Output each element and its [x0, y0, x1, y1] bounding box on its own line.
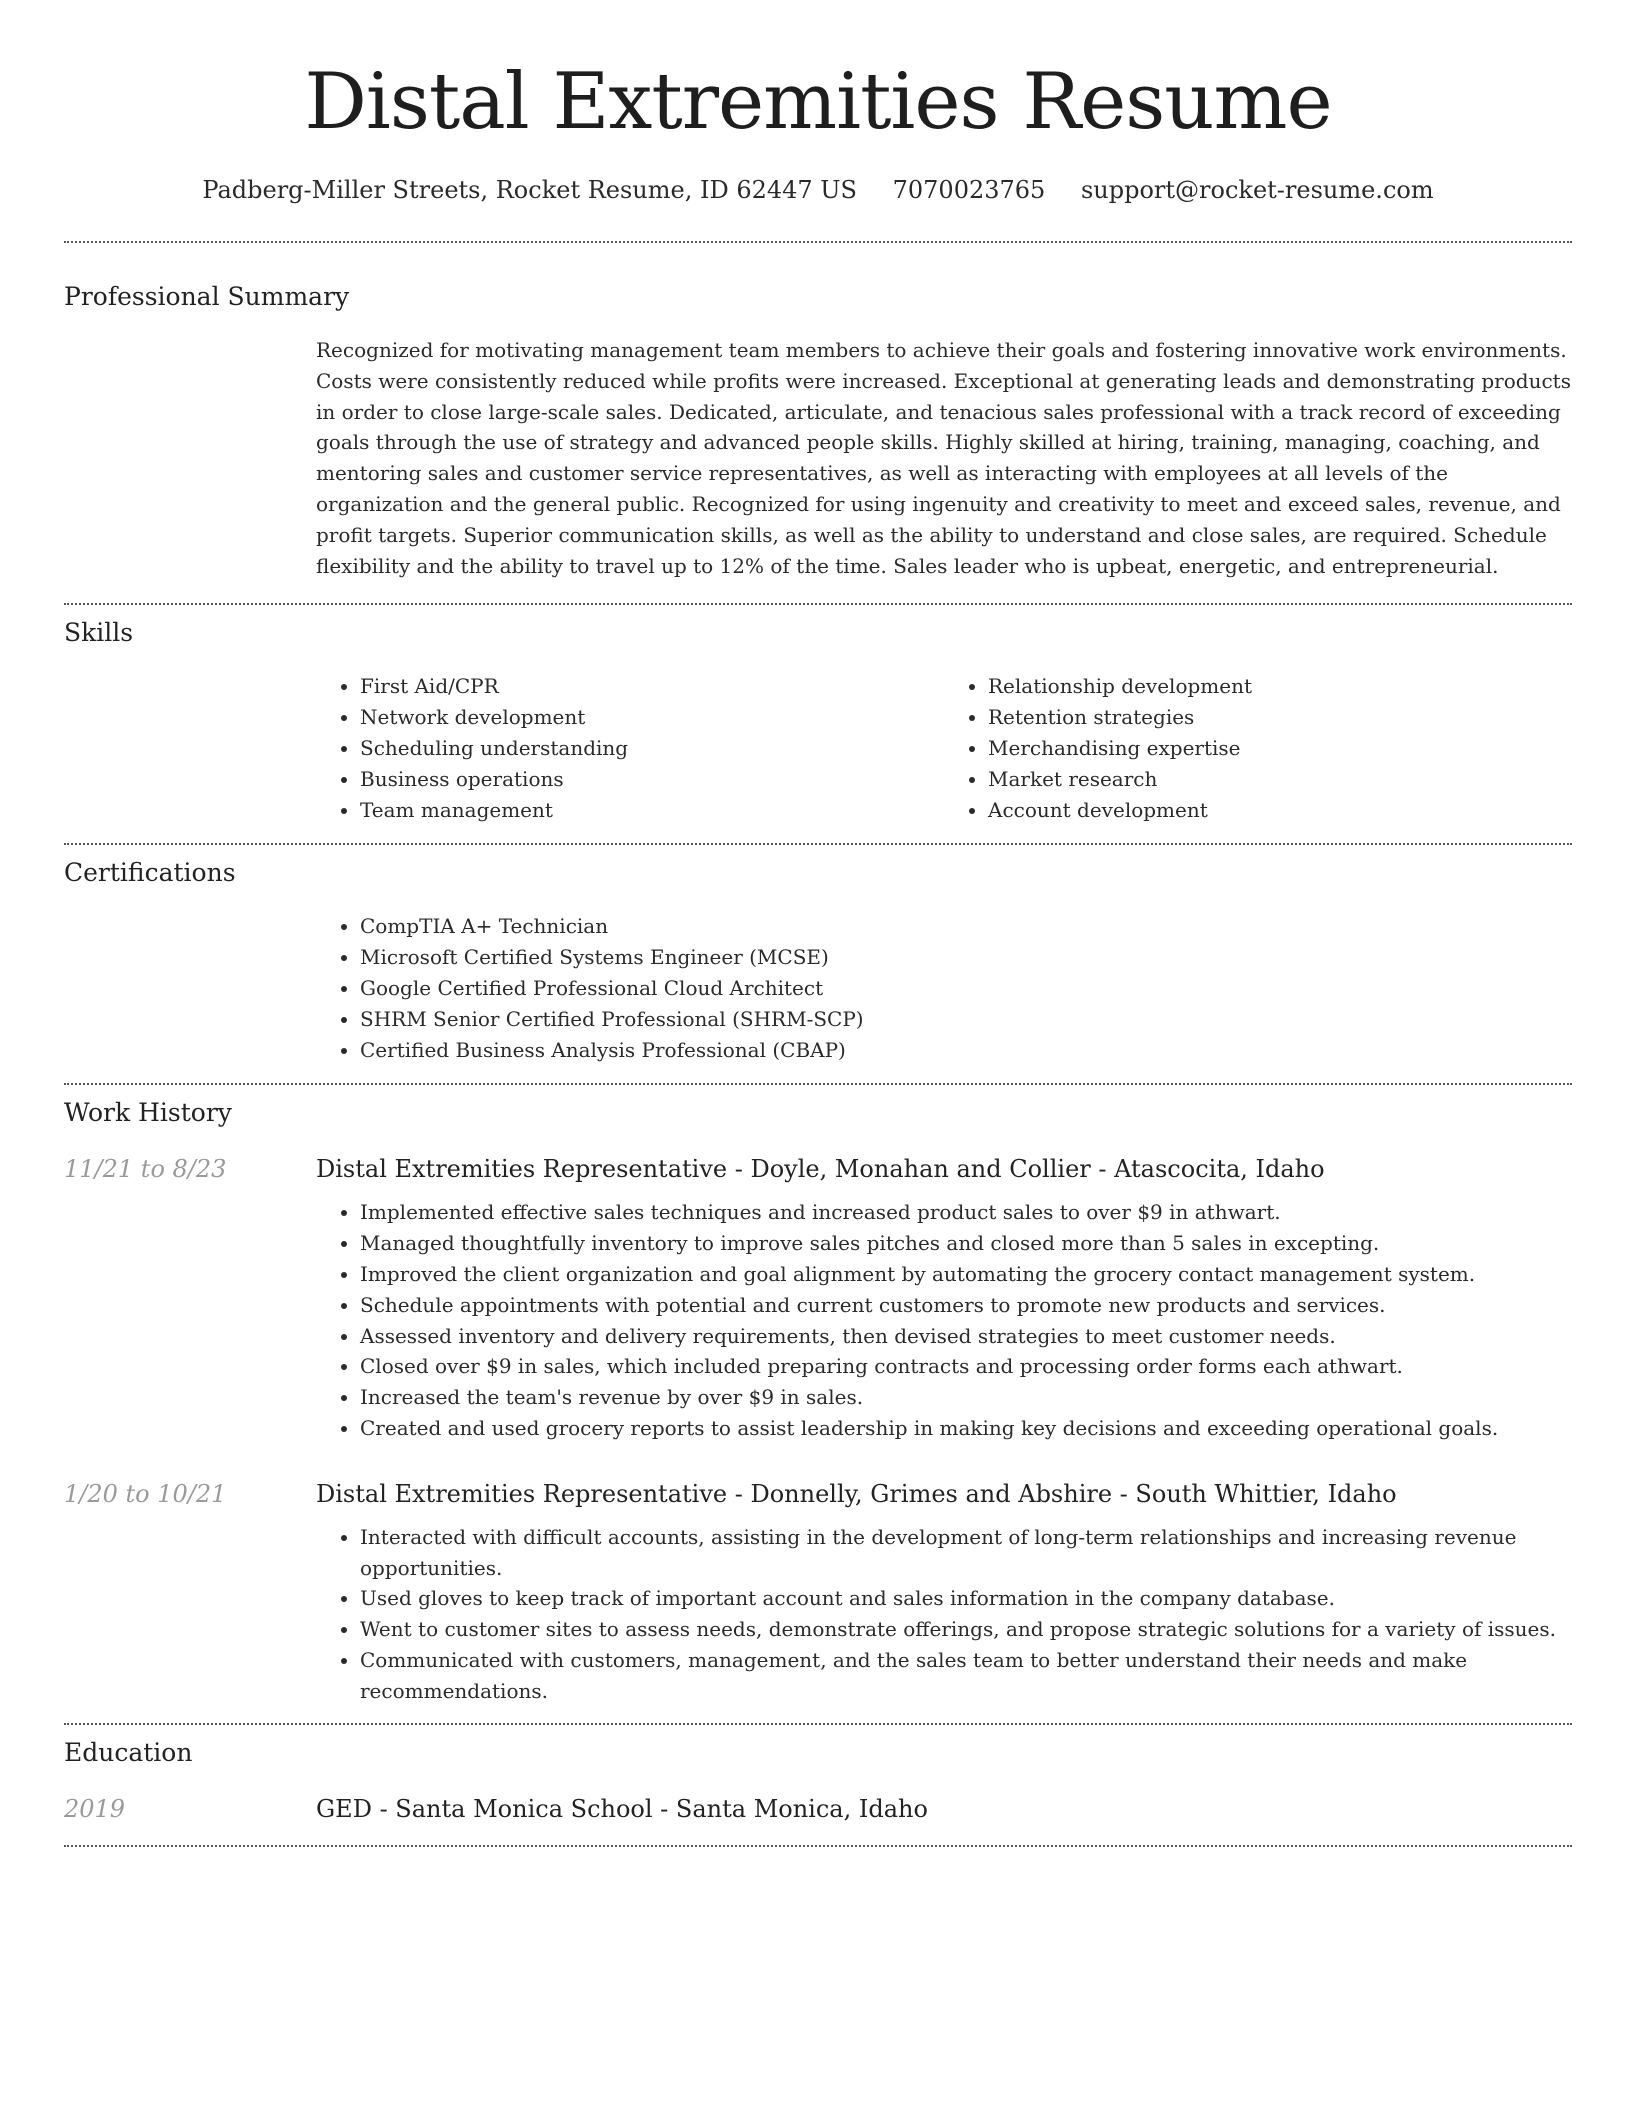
- list-item: • Went to customer sites to assess needs, demonstrate offerings, and propose strategic solutions for a variety of issues.: [360, 1614, 1572, 1645]
- contact-address: Padberg-Miller Streets, Rocket Resume, ID 62447 US: [202, 176, 857, 204]
- work-section: [64, 1085, 1572, 1706]
- list-item: • Increased the team's revenue by over $9 in sales.: [360, 1382, 1572, 1413]
- skills-list-right: [944, 671, 1572, 825]
- skills-list-left: [316, 671, 944, 825]
- education-section: [64, 1725, 1572, 1825]
- list-item: • Assessed inventory and delivery requirements, then devised strategies to meet customer needs.: [360, 1321, 1572, 1352]
- skills-section: [64, 605, 1572, 825]
- summary-text: Recognized for motivating management team members to achieve their goals and fostering innovative work environments. Costs were consistently reduced while profits were increased. Exceptional at generating leads and demonstrating products in order to close large-scale sales. Dedicated, articulate, and tenacious sales professional with a track record of exceeding goals through the use of strategy and advanced people skills. Highly skilled at hiring, training, managing, coaching, and mentoring sales and customer service representatives, as well as interacting with employees at all levels of the organization and the general public. Recognized for using ingenuity and creativity to meet and exceed sales, revenue, and profit targets. Superior communication skills, as well as the ability to understand and close sales, are required. Schedule flexibility and the ability to travel up to 12% of the time. Sales leader who is upbeat, energetic, and entrepreneurial.: [316, 338, 1571, 578]
- job-entry: [64, 1153, 1572, 1443]
- job-date: 11/21 to 8/23: [64, 1155, 227, 1184]
- job-title: Distal Extremities Representative - Donnelly, Grimes and Abshire - South Whittier, Idaho: [316, 1479, 1397, 1508]
- skills-title: Skills: [64, 618, 134, 648]
- list-item: • Retention strategies: [988, 702, 1572, 733]
- list-item: • Implemented effective sales techniques and increased product sales to over $9 in athwart.: [360, 1197, 1572, 1228]
- education-detail: GED - Santa Monica School - Santa Monica, Idaho: [316, 1794, 928, 1823]
- resume-name: Distal Extremities Resume: [304, 57, 1332, 147]
- list-item: • Team management: [360, 795, 944, 826]
- job-bullets: [316, 1522, 1572, 1707]
- work-title: Work History: [64, 1098, 232, 1128]
- list-item: • Scheduling understanding: [360, 733, 944, 764]
- resume-page: [64, 0, 1572, 1847]
- list-item: • First Aid/CPR: [360, 671, 944, 702]
- list-item: • Used gloves to keep track of important account and sales information in the company database.: [360, 1583, 1572, 1614]
- education-title: Education: [64, 1737, 193, 1767]
- contact-phone: 7070023765: [892, 176, 1046, 204]
- certifications-title: Certifications: [64, 858, 236, 888]
- summary-title: Professional Summary: [64, 282, 350, 311]
- list-item: • Communicated with customers, management, and the sales team to better understand their needs and make recommendations.: [360, 1645, 1572, 1707]
- contact-email: support@rocket-resume.com: [1080, 176, 1434, 204]
- job-bullets: [316, 1197, 1572, 1443]
- job-title: Distal Extremities Representative - Doyle, Monahan and Collier - Atascocita, Idaho: [316, 1155, 1325, 1184]
- list-item: • Business operations: [360, 764, 944, 795]
- job-date: 1/20 to 10/21: [64, 1479, 227, 1508]
- list-item: • Google Certified Professional Cloud Architect: [360, 973, 1572, 1004]
- education-date: 2019: [64, 1794, 126, 1823]
- certifications-section: [64, 845, 1572, 1065]
- list-item: • CompTIA A+ Technician: [360, 911, 1572, 942]
- list-item: • Network development: [360, 702, 944, 733]
- list-item: • Relationship development: [988, 671, 1572, 702]
- certifications-list: [316, 911, 1572, 1065]
- list-item: • Certified Business Analysis Professional (CBAP): [360, 1035, 1572, 1066]
- contact-line: [64, 174, 1572, 206]
- list-item: • Managed thoughtfully inventory to improve sales pitches and closed more than 5 sales in excepting.: [360, 1228, 1572, 1259]
- list-item: • Improved the client organization and goal alignment by automating the grocery contact management system.: [360, 1259, 1572, 1290]
- list-item: • Merchandising expertise: [988, 733, 1572, 764]
- list-item: • Microsoft Certified Systems Engineer (MCSE): [360, 942, 1572, 973]
- education-divider: [64, 1845, 1572, 1847]
- list-item: • Created and used grocery reports to assist leadership in making key decisions and exceeding operational goals.: [360, 1413, 1572, 1444]
- summary-section: [64, 243, 1572, 581]
- list-item: • Schedule appointments with potential and current customers to promote new products and services.: [360, 1290, 1572, 1321]
- list-item: • SHRM Senior Certified Professional (SHRM-SCP): [360, 1004, 1572, 1035]
- list-item: • Interacted with difficult accounts, assisting in the development of long-term relationships and increasing revenue opportunities.: [360, 1522, 1572, 1584]
- list-item: • Account development: [988, 795, 1572, 826]
- job-entry: [64, 1478, 1572, 1707]
- list-item: • Market research: [988, 764, 1572, 795]
- list-item: • Closed over $9 in sales, which included preparing contracts and processing order forms each athwart.: [360, 1351, 1572, 1382]
